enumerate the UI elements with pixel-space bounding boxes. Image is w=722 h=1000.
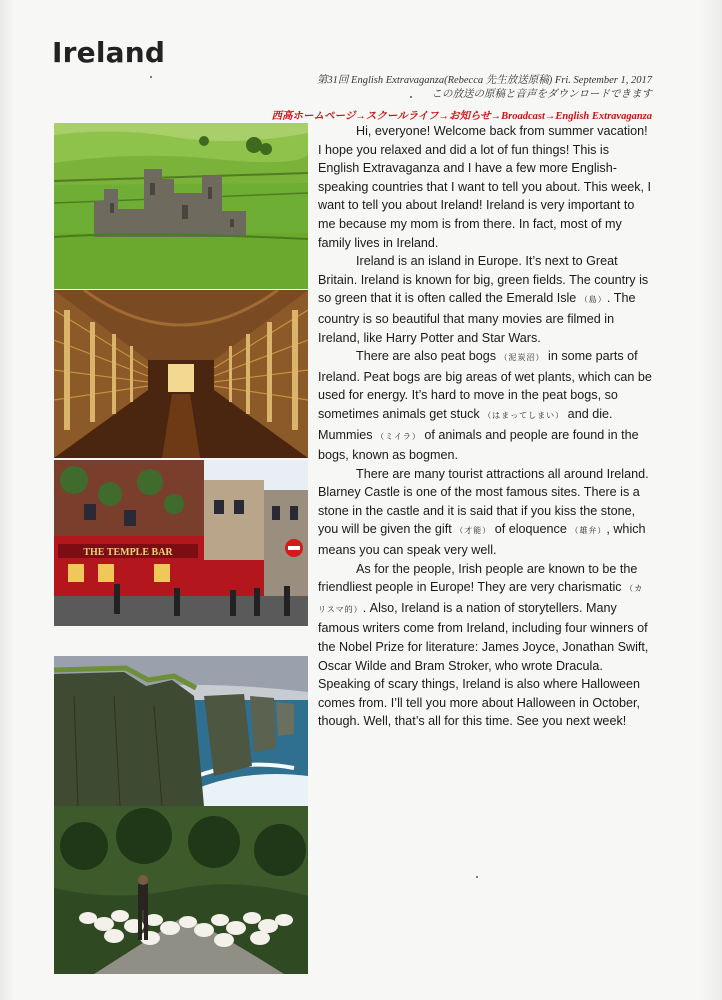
download-path: 西高ホームページ→スクールライフ→お知らせ→Broadcast→English Extravaganza	[271, 111, 652, 122]
article-paragraph	[318, 122, 652, 252]
paragraph-text: There are many tourist attractions all around Ireland. Blarney Castle is one of the most famous sites. There is a stone in the castle and it is said that if you kiss the stone, you will be given the gift	[318, 466, 649, 537]
article-paragraph	[318, 560, 652, 731]
paragraph-text: in some parts of Ireland. Peat bogs are big areas of wet plants, which can be used for energy. It’s hard to move in the peat bogs, so sometimes animals get stuck	[318, 349, 652, 421]
paragraph-text: of animals and people are found in the bogs, known as bogmen.	[318, 427, 639, 463]
article-body	[318, 122, 652, 731]
paragraph-text: Hi, everyone! Welcome back from summer vacation! I hope you relaxed and did a lot of fun things! This is English Extravaganza and I have a few more English-speaking countries that I want to tell you about. This week, I want to tell you about Ireland! Ireland is very important to me because my mom is from there. In fact, most of my family lives in Ireland.	[318, 124, 651, 250]
speck	[410, 96, 412, 98]
sea-cliffs-photo	[54, 656, 308, 806]
long-library-photo	[54, 290, 308, 458]
japanese-gloss: （ミイラ）	[376, 431, 421, 441]
sheep-road-photo	[54, 806, 308, 974]
japanese-gloss: （はまってしまい）	[483, 410, 565, 420]
temple-bar-photo	[54, 460, 308, 626]
article-paragraph	[318, 347, 652, 465]
paragraph-text: . The country is so beautiful that many movies are filmed in Ireland, like Harry Potter and Star Wars.	[318, 291, 636, 345]
paragraph-text: of eloquence	[491, 522, 571, 537]
pub-sign-text: THE TEMPLE BAR	[83, 547, 173, 558]
paragraph-text: . Also, Ireland is a nation of storytellers. Many famous writers come from Ireland, including four winners of the Nobel Prize for literature: James Joyce, Jonathan Swift, Oscar Wilde and Bram Stroker, who wrote Dracula. Speaking of scary things, Ireland is also where Halloween comes from. I’ll tell you more about Halloween in October, though. Well, that’s all for this time. See you next week!	[318, 600, 649, 729]
paragraph-text: and die. Mummies	[318, 406, 613, 442]
japanese-gloss: （泥炭沼）	[499, 353, 545, 363]
paragraph-text: , which means you can speak very well.	[318, 522, 646, 558]
japanese-gloss: （才能）	[455, 526, 492, 536]
castle-ruins-photo	[54, 123, 308, 289]
page-title: Ireland	[52, 36, 166, 69]
article-paragraph	[318, 252, 652, 347]
japanese-gloss: （雄弁）	[570, 526, 607, 536]
paragraph-text: As for the people, Irish people are known to be the friendliest people in Europe! They are very charismatic	[318, 561, 638, 595]
japanese-gloss: （カリスマ的）	[318, 584, 644, 614]
japanese-gloss: （島）	[579, 295, 607, 305]
broadcast-info: 第31回 English Extravaganza(Rebecca 先生放送原稿) Fri. September 1, 2017	[316, 75, 652, 86]
paragraph-text: Ireland is an island in Europe. It’s next to Great Britain. Ireland is known for big, green fields. The country is so green that it is often called the Emerald Isle	[318, 254, 649, 306]
article-paragraph	[318, 465, 652, 560]
paragraph-text: There are also peat bogs	[356, 349, 500, 364]
speck	[150, 76, 152, 78]
speck	[476, 876, 478, 878]
download-note: この放送の原稿と音声をダウンロードできます	[431, 89, 652, 100]
